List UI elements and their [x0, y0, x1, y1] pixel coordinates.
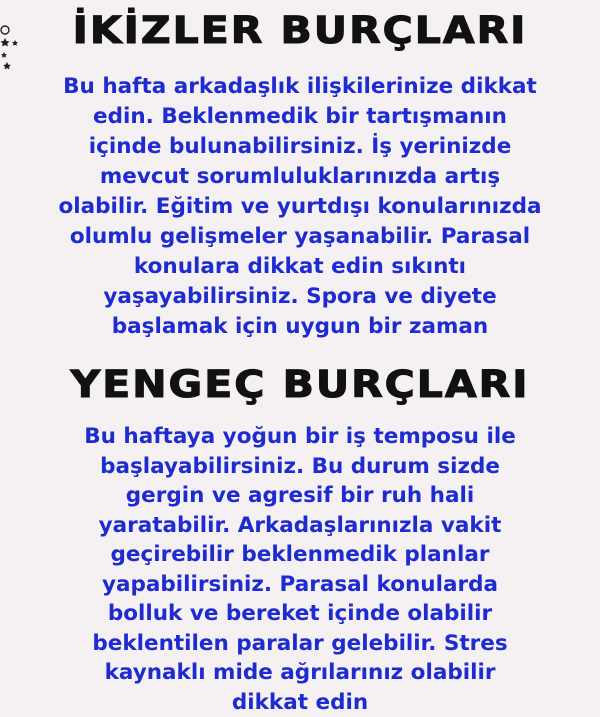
body-line: Bu hafta arkadaşlık ilişkilerinize dikkat [0, 72, 600, 102]
body-line: mevcut sorumluluklarınızda artış [0, 162, 600, 192]
section-body-gemini [0, 72, 600, 342]
body-line: kaynaklı mide ağrılarınız olabilir [0, 658, 600, 688]
section-title-cancer: YENGEÇ BURÇLARI [0, 360, 600, 408]
body-line: başlamak için uygun bir zaman [0, 312, 600, 342]
body-line: dikkat edin [0, 688, 600, 717]
section-title-gemini: İKİZLER BURÇLARI [0, 6, 600, 54]
body-line: yaratabilir. Arkadaşlarınızla vakit [0, 511, 600, 541]
body-line: yaşayabilirsiniz. Spora ve diyete [0, 282, 600, 312]
body-line: olabilir. Eğitim ve yurtdışı konularınızda [0, 192, 600, 222]
body-line: olumlu gelişmeler yaşanabilir. Parasal [0, 222, 600, 252]
body-line: başlayabilirsiniz. Bu durum sizde [0, 452, 600, 482]
body-line: konulara dikkat edin sıkıntı [0, 252, 600, 282]
body-line: gergin ve agresif bir ruh hali [0, 481, 600, 511]
body-line: Bu haftaya yoğun bir iş temposu ile [0, 422, 600, 452]
body-line: geçirebilir beklenmedik planlar [0, 540, 600, 570]
body-line: edin. Beklenmedik bir tartışmanın [0, 102, 600, 132]
body-line: bolluk ve bereket içinde olabilir [0, 599, 600, 629]
body-line: içinde bulunabilirsiniz. İş yerinizde [0, 132, 600, 162]
body-line: beklentilen paralar gelebilir. Stres [0, 629, 600, 659]
body-line: yapabilirsiniz. Parasal konularda [0, 570, 600, 600]
section-body-cancer [0, 422, 600, 717]
